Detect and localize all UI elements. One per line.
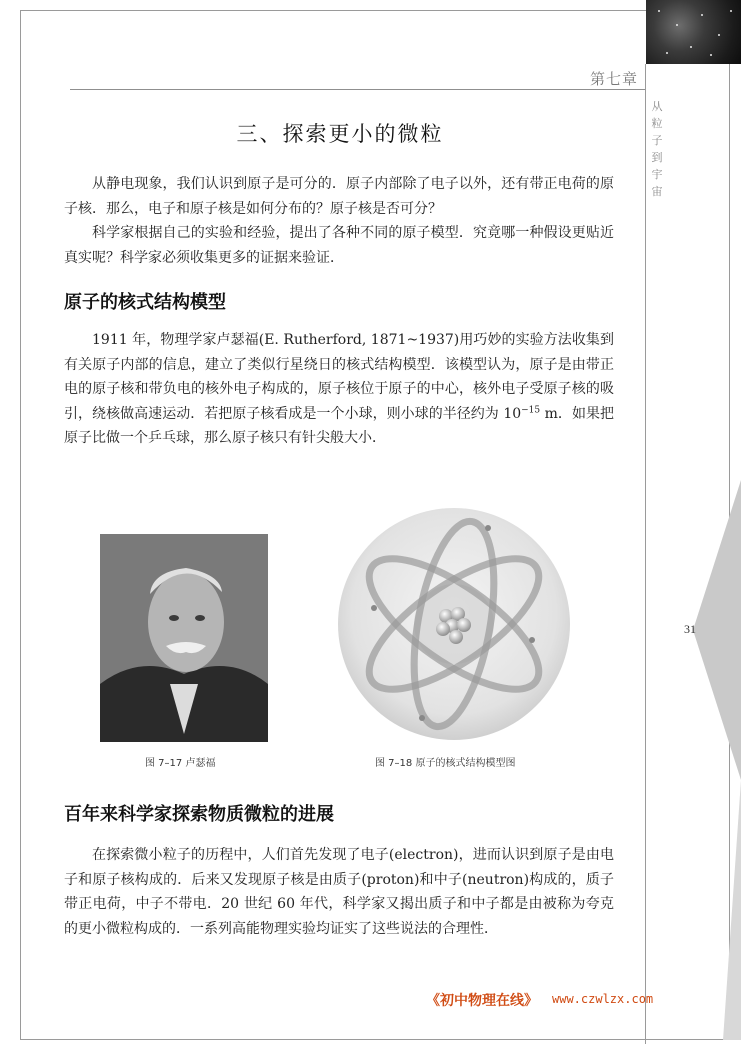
nuclear-model-text-start: 1911 年，物理学家卢瑟福(E. Rutherford, 1871~1937)用巧妙的实验方法收集到有关原子内部的信息，建立了类似行星绕日的核式结构模型．该模型认为，原子是由带正电的原子核和带负电的核外电子构成的，原子核位于原子的中心，核外电子受原子核的吸引，绕核做高速运动．若把原子核看成是一个小球，则小球的半径约为 10 [64,332,614,422]
radius-exponent: −15 [521,404,541,415]
nuclear-model-text-end: m．如果把原子比做一个乒乓球，那么原子核只有针尖般大小． [64,405,615,446]
heading-nuclear-model: 原子的核式结构模型 [64,292,226,313]
corner-galaxy-image [646,0,741,64]
electron [371,605,377,611]
header-rule [70,89,645,90]
figure-7-18-caption: 图 7–18 原子的核式结构模型图 [375,758,516,769]
side-decoration-wedge [693,480,741,1040]
page-number: 31 [684,622,696,636]
electron [419,715,425,721]
heading-history: 百年来科学家探索物质微粒的进展 [64,804,334,825]
chapter-label: 第七章 [590,70,639,88]
history-paragraph: 在探索微小粒子的历程中，人们首先发现了电子(electron)，进而认识到原子是由电子和原子核构成的．后来又发现原子核是由质子(proton)和中子(neutron)构成的，质子带正电荷，中子不带电．20 世纪 60 年代，科学家又揭出质子和中子都是由被称为夸克的更小微粒构成的．一系列高能物理实验均证实了这些说法的合理性． [64,847,614,937]
intro-paragraph-1: 从静电现象，我们认识到原子是可分的．原子内部除了电子以外，还有带正电荷的原子核．那么，电子和原子核是如何分布的？原子核是否可分？ [64,176,614,217]
footer-url-link[interactable]: www.czwlzx.com [552,992,654,1006]
section-title: 三、探索更小的微粒 [236,122,444,146]
sidebar-rule [645,64,646,1044]
intro-paragraph-2: 科学家根据自己的实验和经验，提出了各种不同的原子模型．究竟哪一种假设更贴近真实呢？科学家必须收集更多的证据来验证． [64,225,614,266]
electron [529,637,535,643]
side-chapter-title: 从粒子到宇宙 [651,100,663,198]
nuclear-model-paragraph [64,328,614,451]
electron [485,525,491,531]
atom-model-diagram [334,498,574,748]
figure-7-17-caption: 图 7–17 卢瑟福 [145,758,216,769]
footer-logo-text: 《初中物理在线》 [426,993,538,1009]
rutherford-portrait [100,534,268,742]
